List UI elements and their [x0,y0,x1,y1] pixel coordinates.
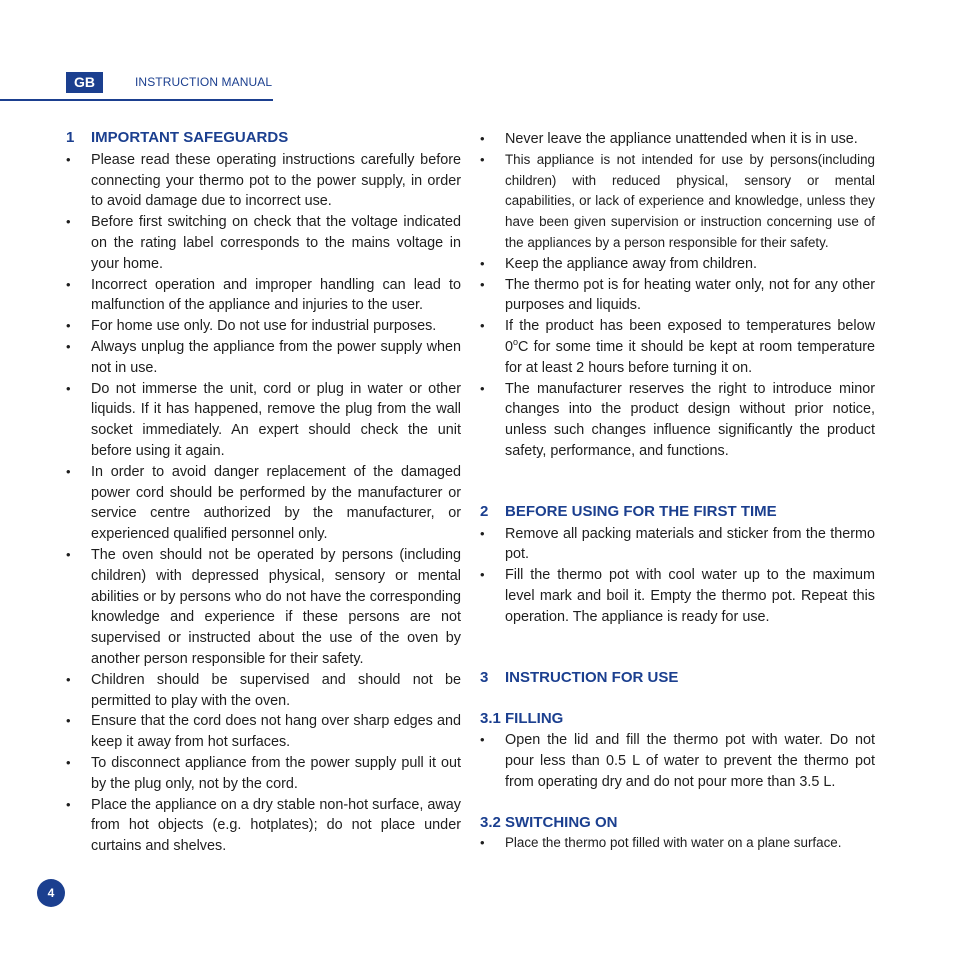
subsection-title-switching-on: 3.2 SWITCHING ON [480,813,618,831]
list-item: • Please read these operating instructions carefully before connecting your thermo pot to the power supply, in order to avoid damage due to incorrect use. [66,150,461,212]
section-number: 1 [66,129,75,146]
list-item: • The manufacturer reserves the right to introduce minor changes into the product design without prior notice, unless such changes influence significantly the product safety, performance, and functions. [480,379,875,462]
list-item: • Incorrect operation and improper handling can lead to malfunction of the appliance and injuries to the user. [66,275,461,317]
list-item: • To disconnect appliance from the power supply pull it out by the plug only, not by the cord. [66,753,461,795]
language-badge: GB [66,72,103,93]
list-item: • The oven should not be operated by persons (including children) with depressed physical, sensory or mental abilities or by persons who do not have the corresponding knowledge and experience if these persons are not supervised or instructed about the use of the oven by another person responsible for their safety. [66,545,461,670]
switching-on-list [480,833,875,854]
list-item: • In order to avoid danger replacement of the damaged power cord should be performed by the manufacturer or service centre authorized by the manufacturer, or experienced qualified personnel only. [66,462,461,545]
list-item: • Ensure that the cord does not hang over sharp edges and keep it away from hot surfaces. [66,711,461,753]
list-item: • Open the lid and fill the thermo pot with water. Do not pour less than 0.5 L of water to prevent the thermo pot from operating dry and do not pour more than 3.5 L. [480,730,875,792]
degree-sup: o [513,337,519,348]
list-item: • Fill the thermo pot with cool water up to the maximum level mark and boil it. Empty the thermo pot. Repeat this operation. The appliance is ready for use. [480,565,875,627]
section-title-text: BEFORE USING FOR THE FIRST TIME [505,502,777,520]
list-item: • For home use only. Do not use for industrial purposes. [66,316,461,337]
section-title-instruction [480,668,875,689]
section-title-safeguards [66,128,461,149]
section-title-text: INSTRUCTION FOR USE [505,668,679,686]
list-item: • Place the appliance on a dry stable non-hot surface, away from hot objects (e.g. hotplates); do not place under curtains and shelves. [66,795,461,857]
section-number: 2 [480,502,489,520]
list-item: • Do not immerse the unit, cord or plug in water or other liquids. If it has happened, remove the plug from the wall socket immediately. An expert should check the unit before using it again. [66,379,461,462]
safeguards-list-left [66,150,461,857]
right-column [480,129,875,854]
list-item: • Place the thermo pot filled with water on a plane surface. [480,833,875,854]
subsection-title-filling: 3.1 FILLING [480,710,564,728]
page-header [0,72,273,102]
list-item: • Always unplug the appliance from the power supply when not in use. [66,337,461,379]
list-item: • Children should be supervised and should not be permitted to play with the oven. [66,670,461,712]
list-item-temperature [480,316,875,378]
temp-text-after: C for some time it should be kept at room temperature for at least 2 hours before turning it on. [505,338,875,376]
list-item: • Never leave the appliance unattended when it is in use. [480,129,875,150]
list-item: • The thermo pot is for heating water only, not for any other purposes and liquids. [480,275,875,317]
list-item: • This appliance is not intended for use by persons(including children) with reduced physical, sensory or mental capabilities, or lack of experience and knowledge, unless they have been given supervision or instruction concerning use of the appliances by a person responsible for their safety. [480,150,875,254]
safeguards-list-right [480,129,875,462]
section-number: 3 [480,668,489,686]
header-rule [0,99,273,101]
temp-text-before: If the product has been exposed to temperatures below 0 [505,318,875,355]
list-item: • Keep the appliance away from children. [480,254,875,275]
list-item: • Before first switching on check that the voltage indicated on the rating label corresponds to the mains voltage in your home. [66,212,461,274]
left-column [66,128,461,857]
list-item: • Remove all packing materials and sticker from the thermo pot. [480,524,875,566]
section-title-text: IMPORTANT SAFEGUARDS [91,129,289,146]
header-title: INSTRUCTION MANUAL [135,75,273,89]
first-use-list [480,524,875,628]
section-title-first-use [480,502,875,523]
filling-list [480,730,875,792]
page-number: 4 [37,879,65,907]
